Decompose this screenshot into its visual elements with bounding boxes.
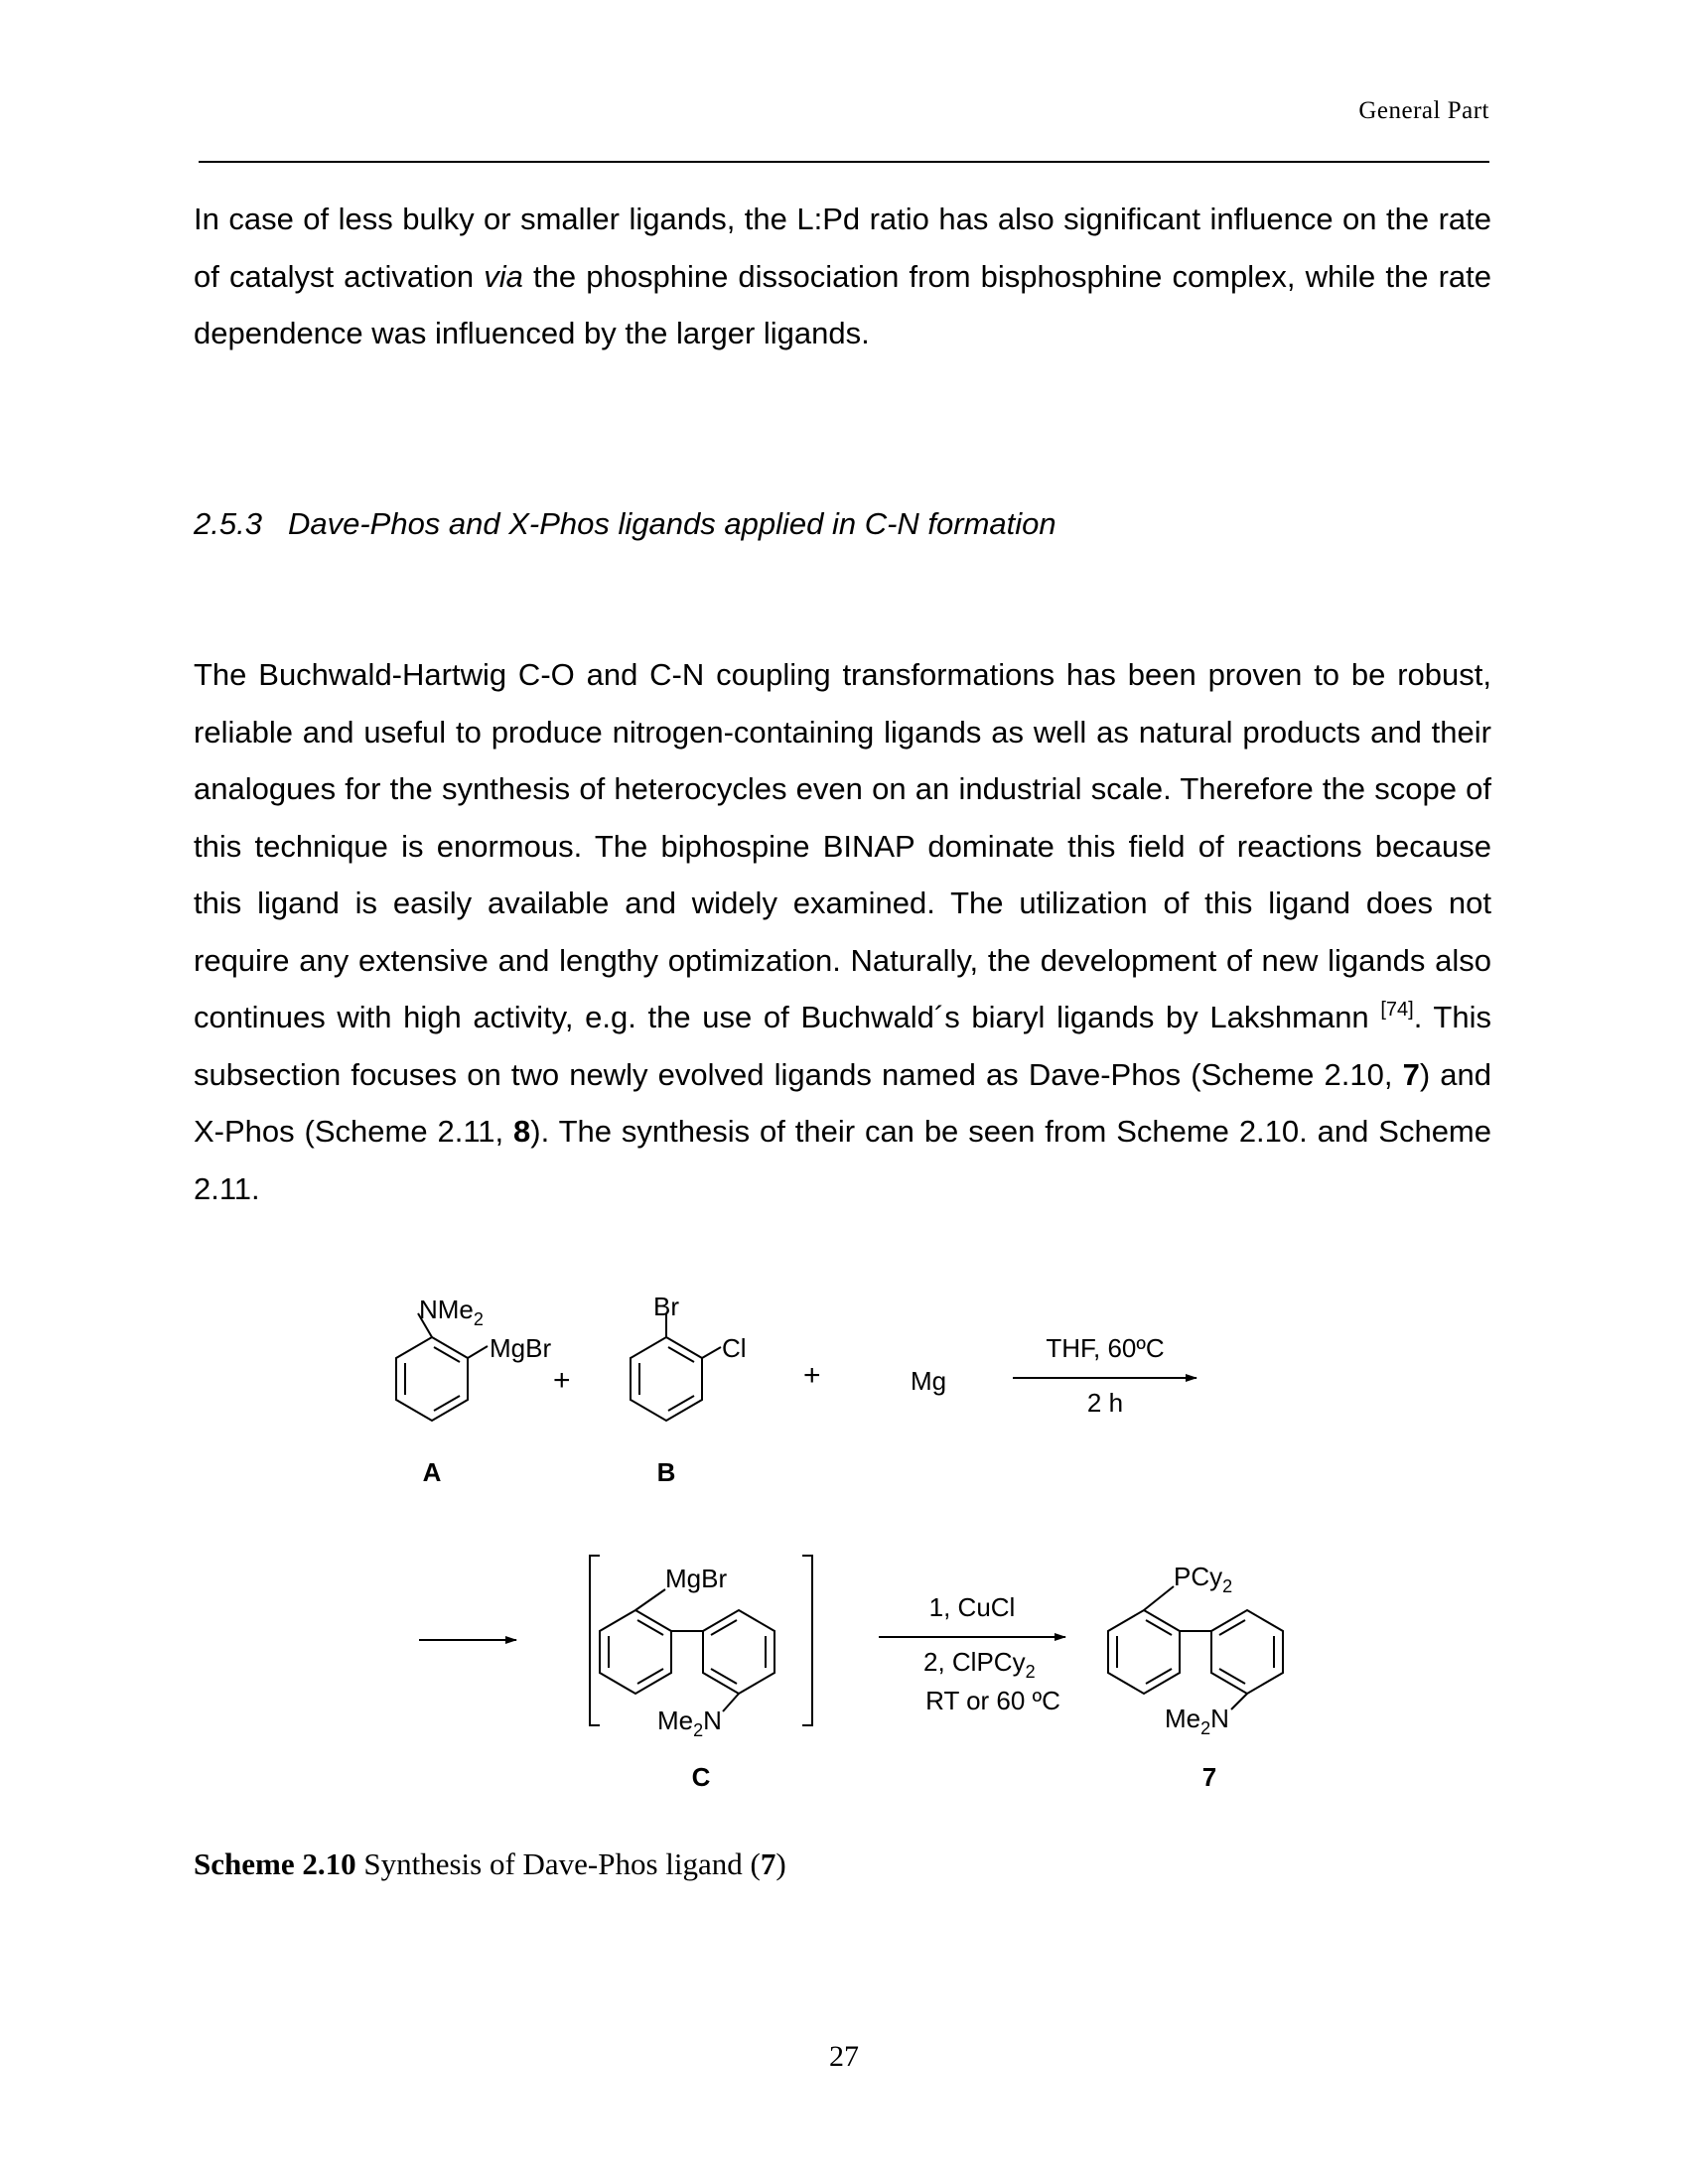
bracket-left [590, 1556, 600, 1725]
compound-label-a: A [422, 1457, 442, 1487]
subscript-2: 2 [1200, 1718, 1211, 1738]
benzene-ring-a [396, 1337, 468, 1421]
bracket-right [802, 1556, 812, 1725]
benzene-ring-7b [1211, 1610, 1283, 1694]
section-number: 2.5.3 [194, 506, 262, 541]
benzene-ring-b [631, 1337, 702, 1421]
section-title: Dave-Phos and X-Phos ligands applied in C-N formation [287, 506, 1056, 541]
substituent-me2n-c [657, 1706, 722, 1740]
substituent-pcy2-main: PCy [1174, 1562, 1223, 1591]
text-segment: ). The synthesis of their can be seen from Scheme 2.10. and Scheme 2.11. [194, 1114, 1491, 1206]
bond-b-cl [702, 1347, 721, 1358]
text-segment: ) and X-Phos (Scheme 2.11, [194, 1056, 1491, 1149]
caption-compound-number: 7 [760, 1846, 776, 1881]
substituent-me2n-7-pre: Me [1165, 1704, 1201, 1733]
condition-time: 2 h [1086, 1388, 1124, 1418]
subscript-2: 2 [473, 1309, 484, 1329]
caption-end: ) [775, 1846, 786, 1881]
text-segment: In case of less bulky or smaller ligands, the L:Pd ratio has also significant influence on the rate of catalyst activation [194, 202, 1491, 294]
text-segment: the phosphine dissociation from bisphosphine complex, while the rate dependence was influenced by the larger ligands. [194, 258, 1492, 350]
running-head: General Part [1358, 97, 1489, 124]
bond-7-pcy2 [1144, 1586, 1174, 1610]
bond-7-nme2 [1231, 1694, 1247, 1709]
substituent-me2n-7-post: N [1210, 1704, 1229, 1733]
page-number: 27 [829, 2040, 859, 2073]
compound-label-c: C [691, 1762, 711, 1792]
substituent-me2n-c-post: N [703, 1706, 722, 1735]
text-segment: The Buchwald-Hartwig C-O and C-N coupling transformations has been proven to be robust, reliable and useful to produce nitrogen-containing ligands as well as natural products and their analogues for the synthesis of heterocycles even on an industrial scale. Therefore the scope of this technique is enormous. The biphospine BINAP dominate this field of reactions because this ligand is easily available and widely examined. The utilization of this ligand does not require any extensive and lengthy optimization. Naturally, the development of new ligands also continues with high activity, e.g. the use of Buchwald´s biaryl ligands by Lakshmann [194, 657, 1491, 1034]
compound-number: 7 [1402, 1056, 1420, 1092]
benzene-ring-c1 [600, 1610, 671, 1694]
reagent-mg: Mg [911, 1366, 947, 1396]
condition-clpcy2 [923, 1647, 1036, 1682]
condition-clpcy2-main: 2, ClPCy [923, 1647, 1026, 1677]
substituent-nme2 [419, 1295, 484, 1329]
compound-label-7: 7 [1201, 1762, 1217, 1792]
condition-thf: THF, 60ºC [1046, 1333, 1165, 1363]
subscript-2: 2 [1222, 1576, 1233, 1596]
compound-label-b: B [656, 1457, 676, 1487]
bond-a-mgbr [468, 1346, 488, 1358]
substituent-mgbr-c: MgBr [665, 1564, 728, 1593]
bond-c-mgbr [635, 1589, 665, 1610]
caption-text: Synthesis of Dave-Phos ligand ( [355, 1846, 761, 1881]
condition-cucl: 1, CuCl [928, 1592, 1016, 1622]
scheme-caption [194, 1846, 786, 1882]
benzene-ring-c2 [703, 1610, 774, 1694]
italic-via: via [484, 258, 523, 294]
condition-temperature: RT or 60 ºC [925, 1686, 1060, 1715]
substituent-mgbr-a: MgBr [490, 1333, 552, 1363]
subscript-2: 2 [693, 1720, 704, 1740]
benzene-ring-7a [1108, 1610, 1180, 1694]
citation-ref: [74] [1380, 999, 1414, 1021]
bond-c-nme2 [723, 1694, 739, 1711]
plus-sign-2: + [803, 1359, 821, 1392]
caption-scheme-number: Scheme 2.10 [194, 1846, 356, 1881]
substituent-pcy2 [1174, 1562, 1232, 1596]
compound-number: 8 [513, 1114, 531, 1149]
subscript-2: 2 [1025, 1662, 1036, 1682]
substituent-br: Br [653, 1292, 679, 1321]
substituent-cl: Cl [722, 1333, 747, 1363]
plus-sign-1: + [553, 1364, 571, 1397]
substituent-nme2-main: NMe [419, 1295, 474, 1324]
substituent-me2n-7 [1165, 1704, 1229, 1738]
text-segment: . This subsection focuses on two newly evolved ligands named as Dave-Phos (Scheme 2.10, [194, 1000, 1491, 1092]
substituent-me2n-c-pre: Me [657, 1706, 694, 1735]
